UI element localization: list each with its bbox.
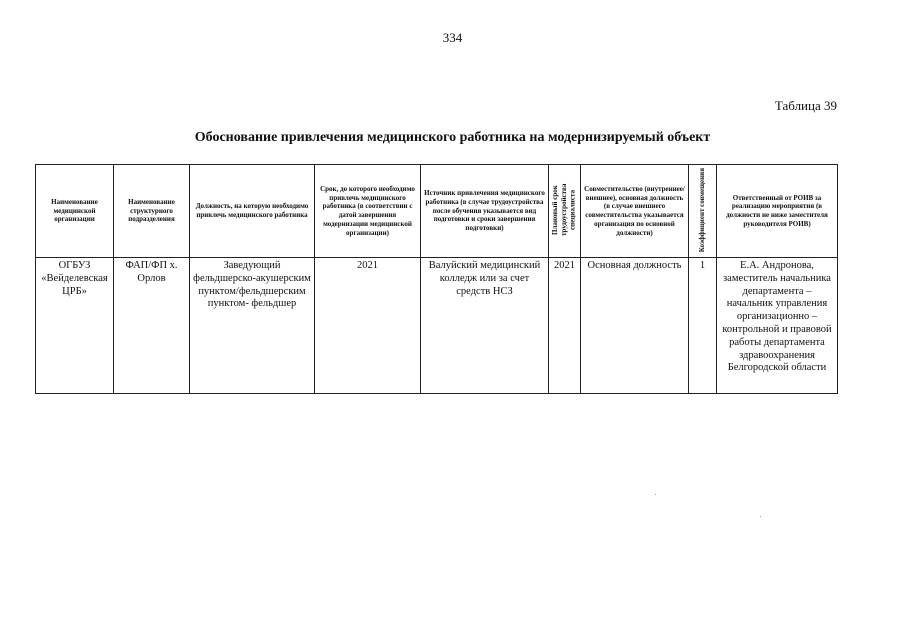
header-organization: Наименование медицинской организации — [36, 165, 114, 258]
table-label: Таблица 39 — [774, 98, 837, 113]
header-coefficient: Коэффициент совмещения — [689, 165, 717, 258]
cell-coefficient: 1 — [689, 258, 717, 394]
cell-organization: ОГБУЗ «Вейделевская ЦРБ» — [36, 258, 114, 394]
header-deadline: Срок, до которого необходимо привлечь медицинского работника (в соответствии с датой завершения модернизации медицинской организации) — [315, 165, 421, 258]
cell-deadline: 2021 — [315, 258, 421, 394]
header-combination: Совместительство (внутреннее/ внешнее), основная должность (в случае внешнего совместительства указывается организация по основной должности) — [581, 165, 689, 258]
scan-speck — [760, 516, 761, 517]
scan-speck — [655, 494, 656, 495]
cell-responsible: Е.А. Андронова, заместитель начальника департамента – начальник управления организационно – контрольной и правовой работы департамента здравоохранения Белгородской области — [717, 258, 838, 394]
cell-combination: Основная должность — [581, 258, 689, 394]
page-number: 334 — [442, 30, 463, 45]
header-responsible: Ответственный от РОИВ за реализацию мероприятия (в должности не ниже заместителя руководителя РОИВ) — [717, 165, 838, 258]
table-row — [36, 258, 838, 394]
table-header-row — [36, 165, 838, 258]
header-planned-employment: Плановый срок трудоустройства специалиста — [549, 165, 581, 258]
header-subdivision: Наименование структурного подразделения — [114, 165, 190, 258]
modernization-staff-table — [35, 164, 838, 394]
header-source: Источник привлечения медицинского работника (в случае трудоустройства после обучения указывается вид подготовки и сроки завершения подготовки) — [421, 165, 549, 258]
cell-source: Валуйский медицинский колледж или за счет средств НСЗ — [421, 258, 549, 394]
cell-position: Заведующий фельдшерско-акушерским пунктом/фельдшерским пунктом- фельдшер — [190, 258, 315, 394]
cell-subdivision: ФАП/ФП х. Орлов — [114, 258, 190, 394]
cell-planned-employment: 2021 — [549, 258, 581, 394]
document-title: Обоснование привлечения медицинского работника на модернизируемый объект — [194, 130, 711, 145]
header-position: Должность, на которую необходимо привлечь медицинского работника — [190, 165, 315, 258]
